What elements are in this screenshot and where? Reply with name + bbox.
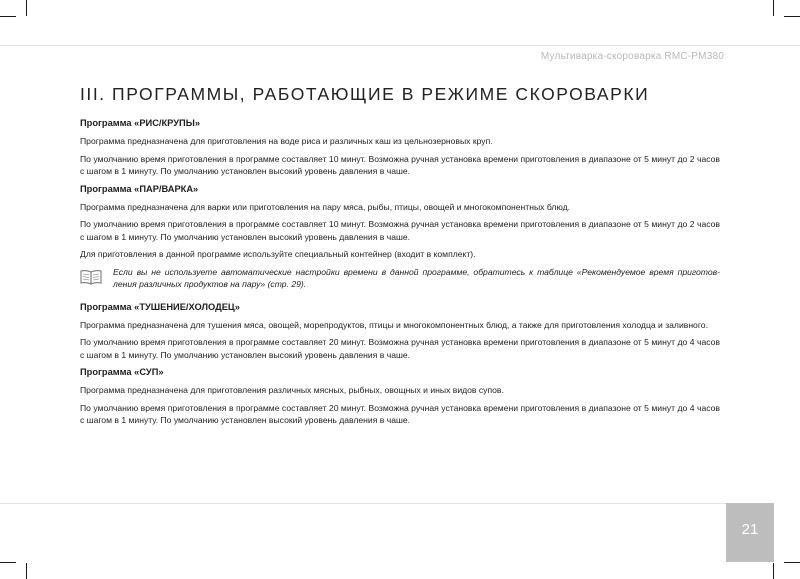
program-paragraph: По умолчанию время приготовления в программе составляет 10 минут. Возможна ручная установка времени приготовления в диапазоне от 5 минут до 2 часов с шагом в 1 минуту. По умолчанию установлен высокий уровень давления в чаше. xyxy=(80,153,720,176)
crop-mark-top-right xyxy=(773,0,774,16)
crop-mark-right-bottom xyxy=(784,562,800,563)
header-rule xyxy=(0,45,800,46)
program-soup xyxy=(80,366,720,427)
program-steam xyxy=(80,183,720,291)
page-content xyxy=(80,117,720,432)
program-paragraph: Программа предназначена для тушения мяса, овощей, морепродуктов, птицы и многокомпонентных блюд, а также для приготовления холодца и заливного. xyxy=(80,319,708,330)
crop-mark-right-top xyxy=(784,16,800,17)
crop-mark-left-bottom xyxy=(0,562,16,563)
program-heading: Программа «СУП» xyxy=(80,367,164,377)
program-heading: Программа «ТУШЕНИЕ/ХОЛОДЕЦ» xyxy=(80,301,240,312)
program-paragraph: Программа предназначена для варки или приготовления на пару мяса, рыбы, птицы, овощей и многокомпонентных блюд. xyxy=(80,201,571,212)
program-paragraph: Программа предназначена для приготовления различных мясных, рыбных, овощных и иных видов супов. xyxy=(80,385,504,395)
page-number-box xyxy=(726,503,774,562)
page-number: 21 xyxy=(741,521,759,538)
section-title: III. ПРОГРАММЫ, РАБОТАЮЩИЕ В РЕЖИМЕ СКОРОВАРКИ xyxy=(80,84,650,104)
program-heading: Программа «ПАР/ВАРКА» xyxy=(80,183,199,194)
crop-mark-bottom-left xyxy=(26,563,27,579)
program-paragraph: По умолчанию время приготовления в программе составляет 10 минут. Возможна ручная установка времени приготовления в диапазоне от 5 минут до 2 часов с шагом в 1 минуту. По умолчанию установлен высокий уровень давления в чаше. xyxy=(80,219,720,242)
program-heading: Программа «РИС/КРУПЫ» xyxy=(80,118,200,128)
program-paragraph: По умолчанию время приготовления в программе составляет 20 минут. Возможна ручная установка времени приготовления в диапазоне от 5 минут до 4 часов с шагом в 1 минуту. По умолчанию установлен высокий уровень давления в чаше. xyxy=(80,337,720,360)
crop-mark-bottom-right xyxy=(773,563,774,579)
program-paragraph: Программа предназначена для приготовления на воде риса и различных каш из цельнозерновых круп. xyxy=(80,136,493,146)
program-paragraph: Для приготовления в данной программе используйте специальный контейнер (входит в комплект). xyxy=(80,249,476,259)
note-block xyxy=(80,266,720,291)
program-paragraph: По умолчанию время приготовления в программе составляет 20 минут. Возможна ручная установка времени приготовления в диапазоне от 5 минут до 4 часов с шагом в 1 минуту. По умолчанию установлен высокий уровень давления в чаше. xyxy=(80,402,720,425)
running-header: Мультиварка-скороварка RMC-PM380 xyxy=(540,51,724,62)
open-book-icon xyxy=(80,269,102,285)
program-rice xyxy=(80,117,720,178)
footer-rule xyxy=(0,503,726,504)
note-text: Если вы не используете автоматические настройки времени в данной программе, обратитесь к таблице «Рекомендуемое время приготов-ления различных продуктов на пару» (стр. 29). xyxy=(113,266,720,289)
crop-mark-top-left xyxy=(26,0,27,16)
program-stew xyxy=(80,301,720,362)
crop-mark-left-top xyxy=(0,16,16,17)
